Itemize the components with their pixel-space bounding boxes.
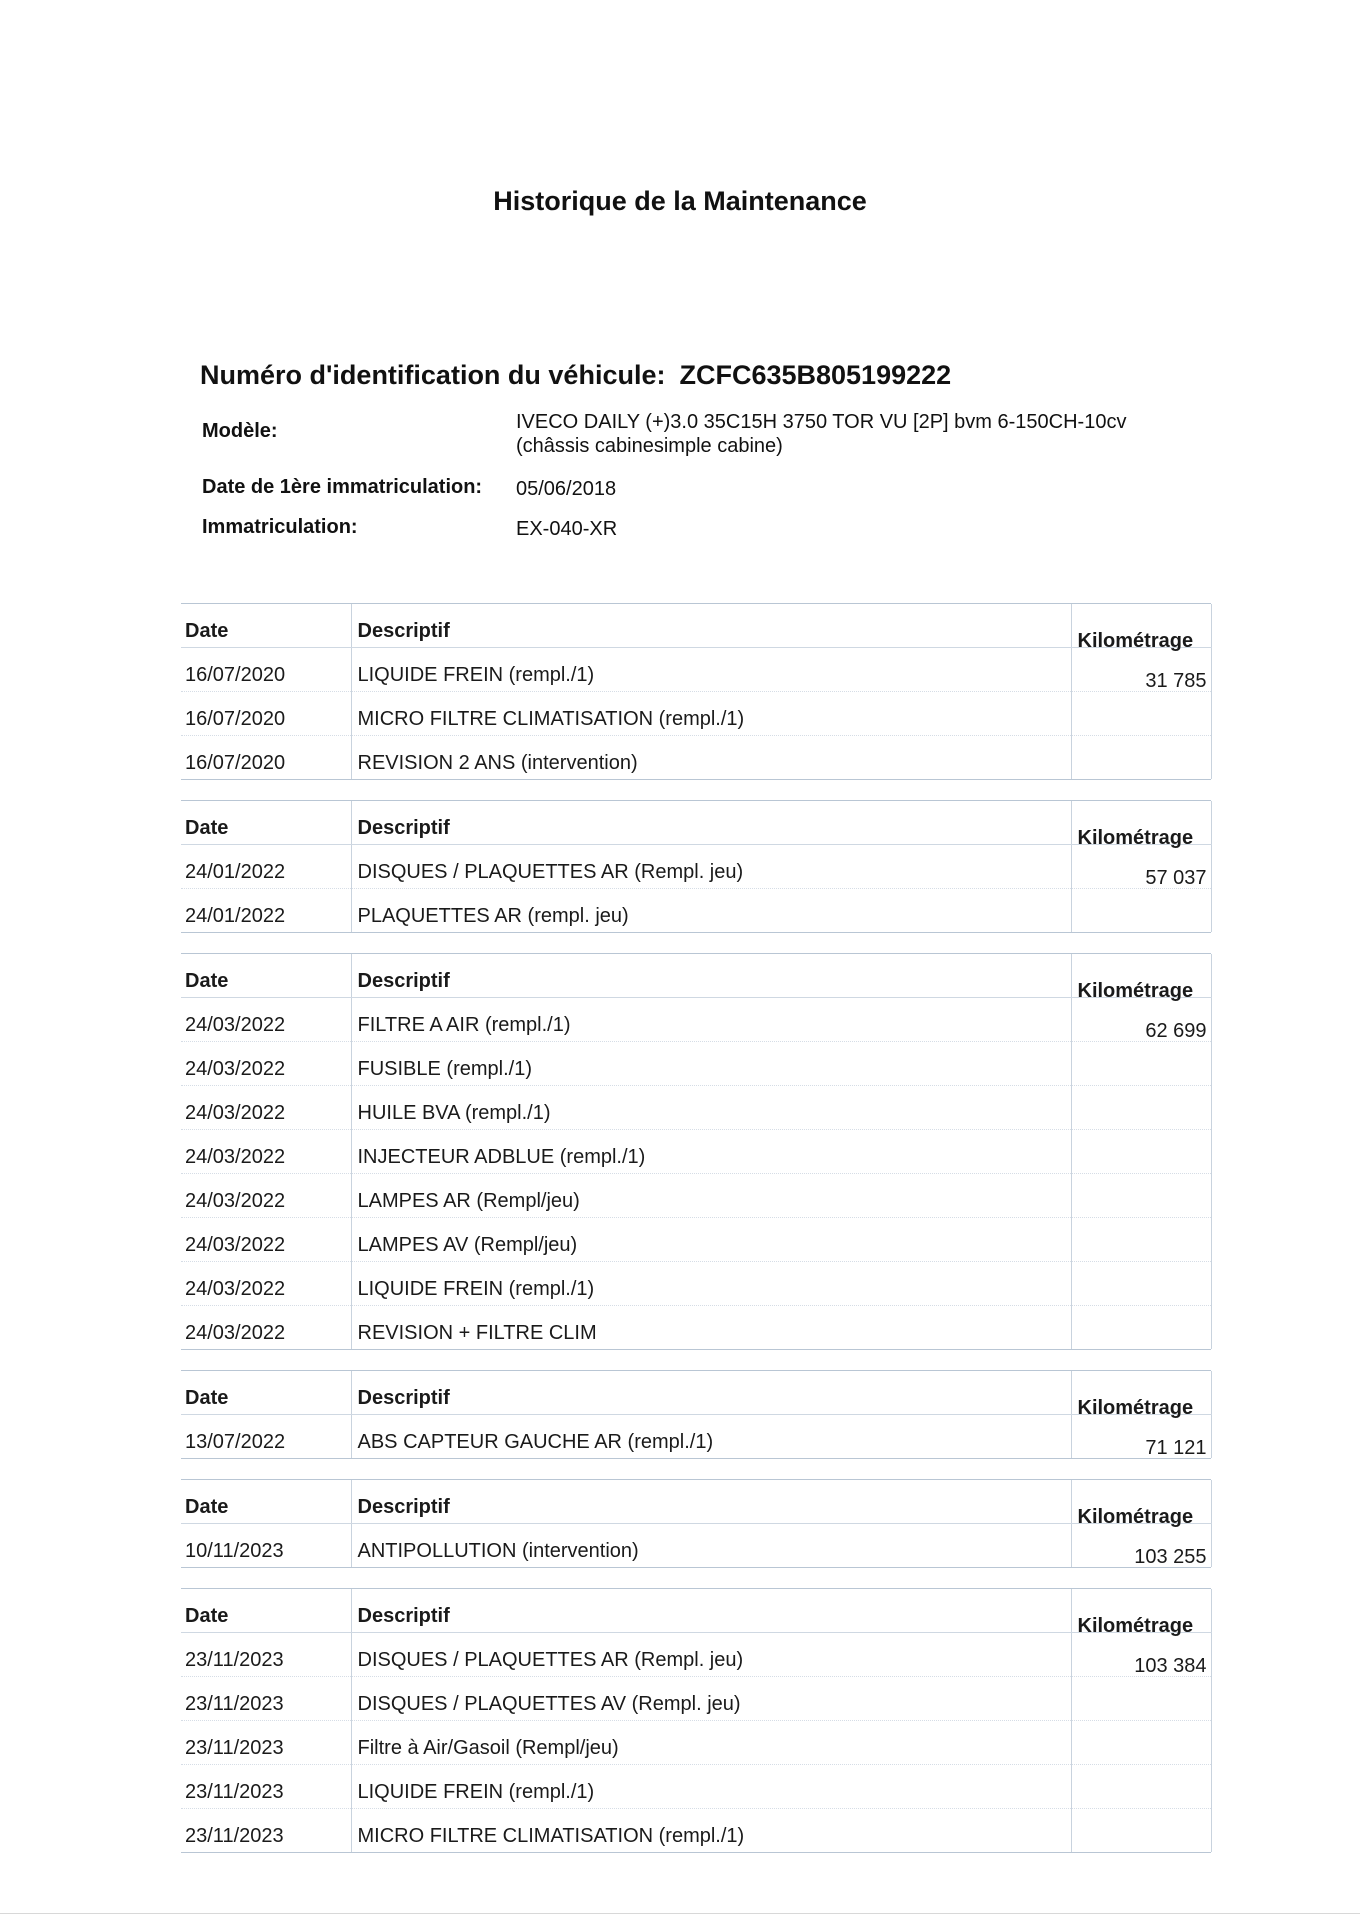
page-title: Historique de la Maintenance [493, 186, 867, 216]
maintenance-group [181, 603, 1211, 780]
row-mileage [1071, 698, 1211, 742]
row-date: 24/03/2022 [181, 1086, 351, 1130]
row-mileage [1071, 895, 1211, 939]
description-column-header: Descriptif [351, 604, 1071, 648]
row-date: 16/07/2020 [181, 648, 351, 692]
row-mileage [1071, 1683, 1211, 1727]
row-date: 23/11/2023 [181, 1677, 351, 1721]
table-row [181, 1130, 1211, 1174]
row-mileage [1071, 1048, 1211, 1092]
row-description: INJECTEUR ADBLUE (rempl./1) [351, 1130, 1071, 1174]
row-mileage [1071, 1092, 1211, 1136]
row-mileage [1071, 1312, 1211, 1356]
table-row [181, 889, 1211, 933]
vin-label: Numéro d'identification du véhicule: [200, 360, 666, 390]
table-row [181, 1086, 1211, 1130]
first-registration-value: 05/06/2018 [516, 478, 617, 500]
row-mileage: 103 255 [1071, 1530, 1211, 1574]
row-mileage [1071, 1268, 1211, 1312]
row-description: PLAQUETTES AR (rempl. jeu) [351, 889, 1071, 933]
row-date: 16/07/2020 [181, 692, 351, 736]
mileage-column-header: Kilométrage [1071, 1486, 1211, 1530]
row-description: LAMPES AR (Rempl/jeu) [351, 1174, 1071, 1218]
maintenance-table [181, 1480, 1212, 1567]
row-description: ABS CAPTEUR GAUCHE AR (rempl./1) [351, 1415, 1071, 1459]
row-description: REVISION + FILTRE CLIM [351, 1306, 1071, 1350]
row-date: 13/07/2022 [185, 1431, 286, 1453]
table-row [181, 845, 1211, 889]
table-header-row [181, 954, 1211, 998]
mileage-column-header: Kilométrage [1071, 807, 1211, 851]
table-row [181, 1633, 1211, 1677]
description-column-header: Descriptif [351, 1480, 1071, 1524]
row-description: FUSIBLE (rempl./1) [351, 1042, 1071, 1086]
date-column-header: Date [181, 1589, 351, 1633]
row-mileage [1071, 1815, 1211, 1859]
maintenance-table [181, 954, 1212, 1349]
row-date: 24/01/2022 [185, 905, 286, 927]
row-mileage [1071, 1771, 1211, 1815]
row-date: 24/03/2022 [181, 1262, 351, 1306]
row-mileage [1071, 1727, 1211, 1771]
row-date: 23/11/2023 [185, 1825, 284, 1847]
row-date: 23/11/2023 [181, 1765, 351, 1809]
vin-value: ZCFC635B805199222 [679, 360, 952, 390]
table-row [181, 1765, 1211, 1809]
row-date: 24/03/2022 [181, 1174, 351, 1218]
row-description: REVISION 2 ANS (intervention) [351, 736, 1071, 780]
table-row [181, 692, 1211, 736]
mileage-column-header: Kilométrage [1071, 1377, 1211, 1421]
date-column-header: Date [181, 1371, 351, 1415]
table-row [181, 1809, 1211, 1853]
table-row [181, 736, 1211, 780]
model-line-1: IVECO DAILY (+)3.0 35C15H 3750 TOR VU [2P] bvm 6-150CH-10cv [516, 411, 1127, 433]
mileage-column-header: Kilométrage [1071, 610, 1211, 654]
table-row [181, 1524, 1211, 1568]
row-date: 24/03/2022 [181, 1218, 351, 1262]
table-row [181, 1042, 1211, 1086]
registration-value: EX-040-XR [516, 518, 618, 540]
row-date: 24/03/2022 [181, 998, 351, 1042]
row-description: DISQUES / PLAQUETTES AV (Rempl. jeu) [351, 1677, 1071, 1721]
maintenance-table [181, 1589, 1212, 1852]
row-description: FILTRE A AIR (rempl./1) [351, 998, 1071, 1042]
first-registration-label: Date de 1ère immatriculation: [202, 476, 483, 498]
maintenance-group [181, 953, 1211, 1350]
maintenance-group [181, 1479, 1211, 1568]
table-row [181, 1218, 1211, 1262]
row-mileage: 62 699 [1071, 1004, 1211, 1048]
row-description: LAMPES AV (Rempl/jeu) [351, 1218, 1071, 1262]
row-mileage: 57 037 [1071, 851, 1211, 895]
row-date: 24/03/2022 [181, 1042, 351, 1086]
row-description: LIQUIDE FREIN (rempl./1) [351, 1765, 1071, 1809]
vin-line [200, 360, 951, 391]
table-row [181, 1306, 1211, 1350]
row-date: 10/11/2023 [185, 1540, 284, 1562]
row-mileage [1071, 742, 1211, 786]
row-date: 23/11/2023 [181, 1633, 351, 1677]
date-column-header: Date [181, 1480, 351, 1524]
table-row [181, 1677, 1211, 1721]
row-description: MICRO FILTRE CLIMATISATION (rempl./1) [351, 1809, 1071, 1853]
registration-label: Immatriculation: [202, 516, 358, 538]
row-description: LIQUIDE FREIN (rempl./1) [351, 1262, 1071, 1306]
row-mileage: 103 384 [1071, 1639, 1211, 1683]
table-row [181, 1721, 1211, 1765]
table-row [181, 1174, 1211, 1218]
table-header-row [181, 1371, 1211, 1415]
row-mileage: 31 785 [1071, 654, 1211, 698]
table-row [181, 1415, 1211, 1459]
model-value [516, 410, 1126, 458]
description-column-header: Descriptif [351, 1589, 1071, 1633]
maintenance-history [181, 603, 1211, 1873]
maintenance-group [181, 1370, 1211, 1459]
row-date: 23/11/2023 [181, 1721, 351, 1765]
model-label: Modèle: [202, 420, 278, 442]
description-column-header: Descriptif [351, 954, 1071, 998]
row-mileage: 71 121 [1071, 1421, 1211, 1465]
maintenance-table [181, 604, 1212, 779]
description-column-header: Descriptif [351, 1371, 1071, 1415]
maintenance-group [181, 800, 1211, 933]
row-mileage [1071, 1224, 1211, 1268]
table-header-row [181, 1589, 1211, 1633]
maintenance-table [181, 801, 1212, 932]
maintenance-table [181, 1371, 1212, 1458]
row-description: Filtre à Air/Gasoil (Rempl/jeu) [351, 1721, 1071, 1765]
maintenance-group [181, 1588, 1211, 1853]
date-column-header: Date [181, 801, 351, 845]
row-mileage [1071, 1180, 1211, 1224]
mileage-column-header: Kilométrage [1071, 960, 1211, 1004]
mileage-column-header: Kilométrage [1071, 1595, 1211, 1639]
row-description: HUILE BVA (rempl./1) [351, 1086, 1071, 1130]
row-description: DISQUES / PLAQUETTES AR (Rempl. jeu) [351, 845, 1071, 889]
table-row [181, 648, 1211, 692]
row-date: 24/03/2022 [185, 1322, 286, 1344]
table-row [181, 1262, 1211, 1306]
description-column-header: Descriptif [351, 801, 1071, 845]
date-column-header: Date [181, 954, 351, 998]
date-column-header: Date [181, 604, 351, 648]
table-header-row [181, 604, 1211, 648]
model-line-2: (châssis cabinesimple cabine) [516, 435, 783, 457]
table-row [181, 998, 1211, 1042]
row-date: 16/07/2020 [185, 752, 286, 774]
row-description: MICRO FILTRE CLIMATISATION (rempl./1) [351, 692, 1071, 736]
row-date: 24/03/2022 [181, 1130, 351, 1174]
row-mileage [1071, 1136, 1211, 1180]
table-header-row [181, 1480, 1211, 1524]
row-description: DISQUES / PLAQUETTES AR (Rempl. jeu) [351, 1633, 1071, 1677]
footer-divider [0, 1913, 1360, 1914]
table-header-row [181, 801, 1211, 845]
row-date: 24/01/2022 [181, 845, 351, 889]
row-description: ANTIPOLLUTION (intervention) [351, 1524, 1071, 1568]
row-description: LIQUIDE FREIN (rempl./1) [351, 648, 1071, 692]
